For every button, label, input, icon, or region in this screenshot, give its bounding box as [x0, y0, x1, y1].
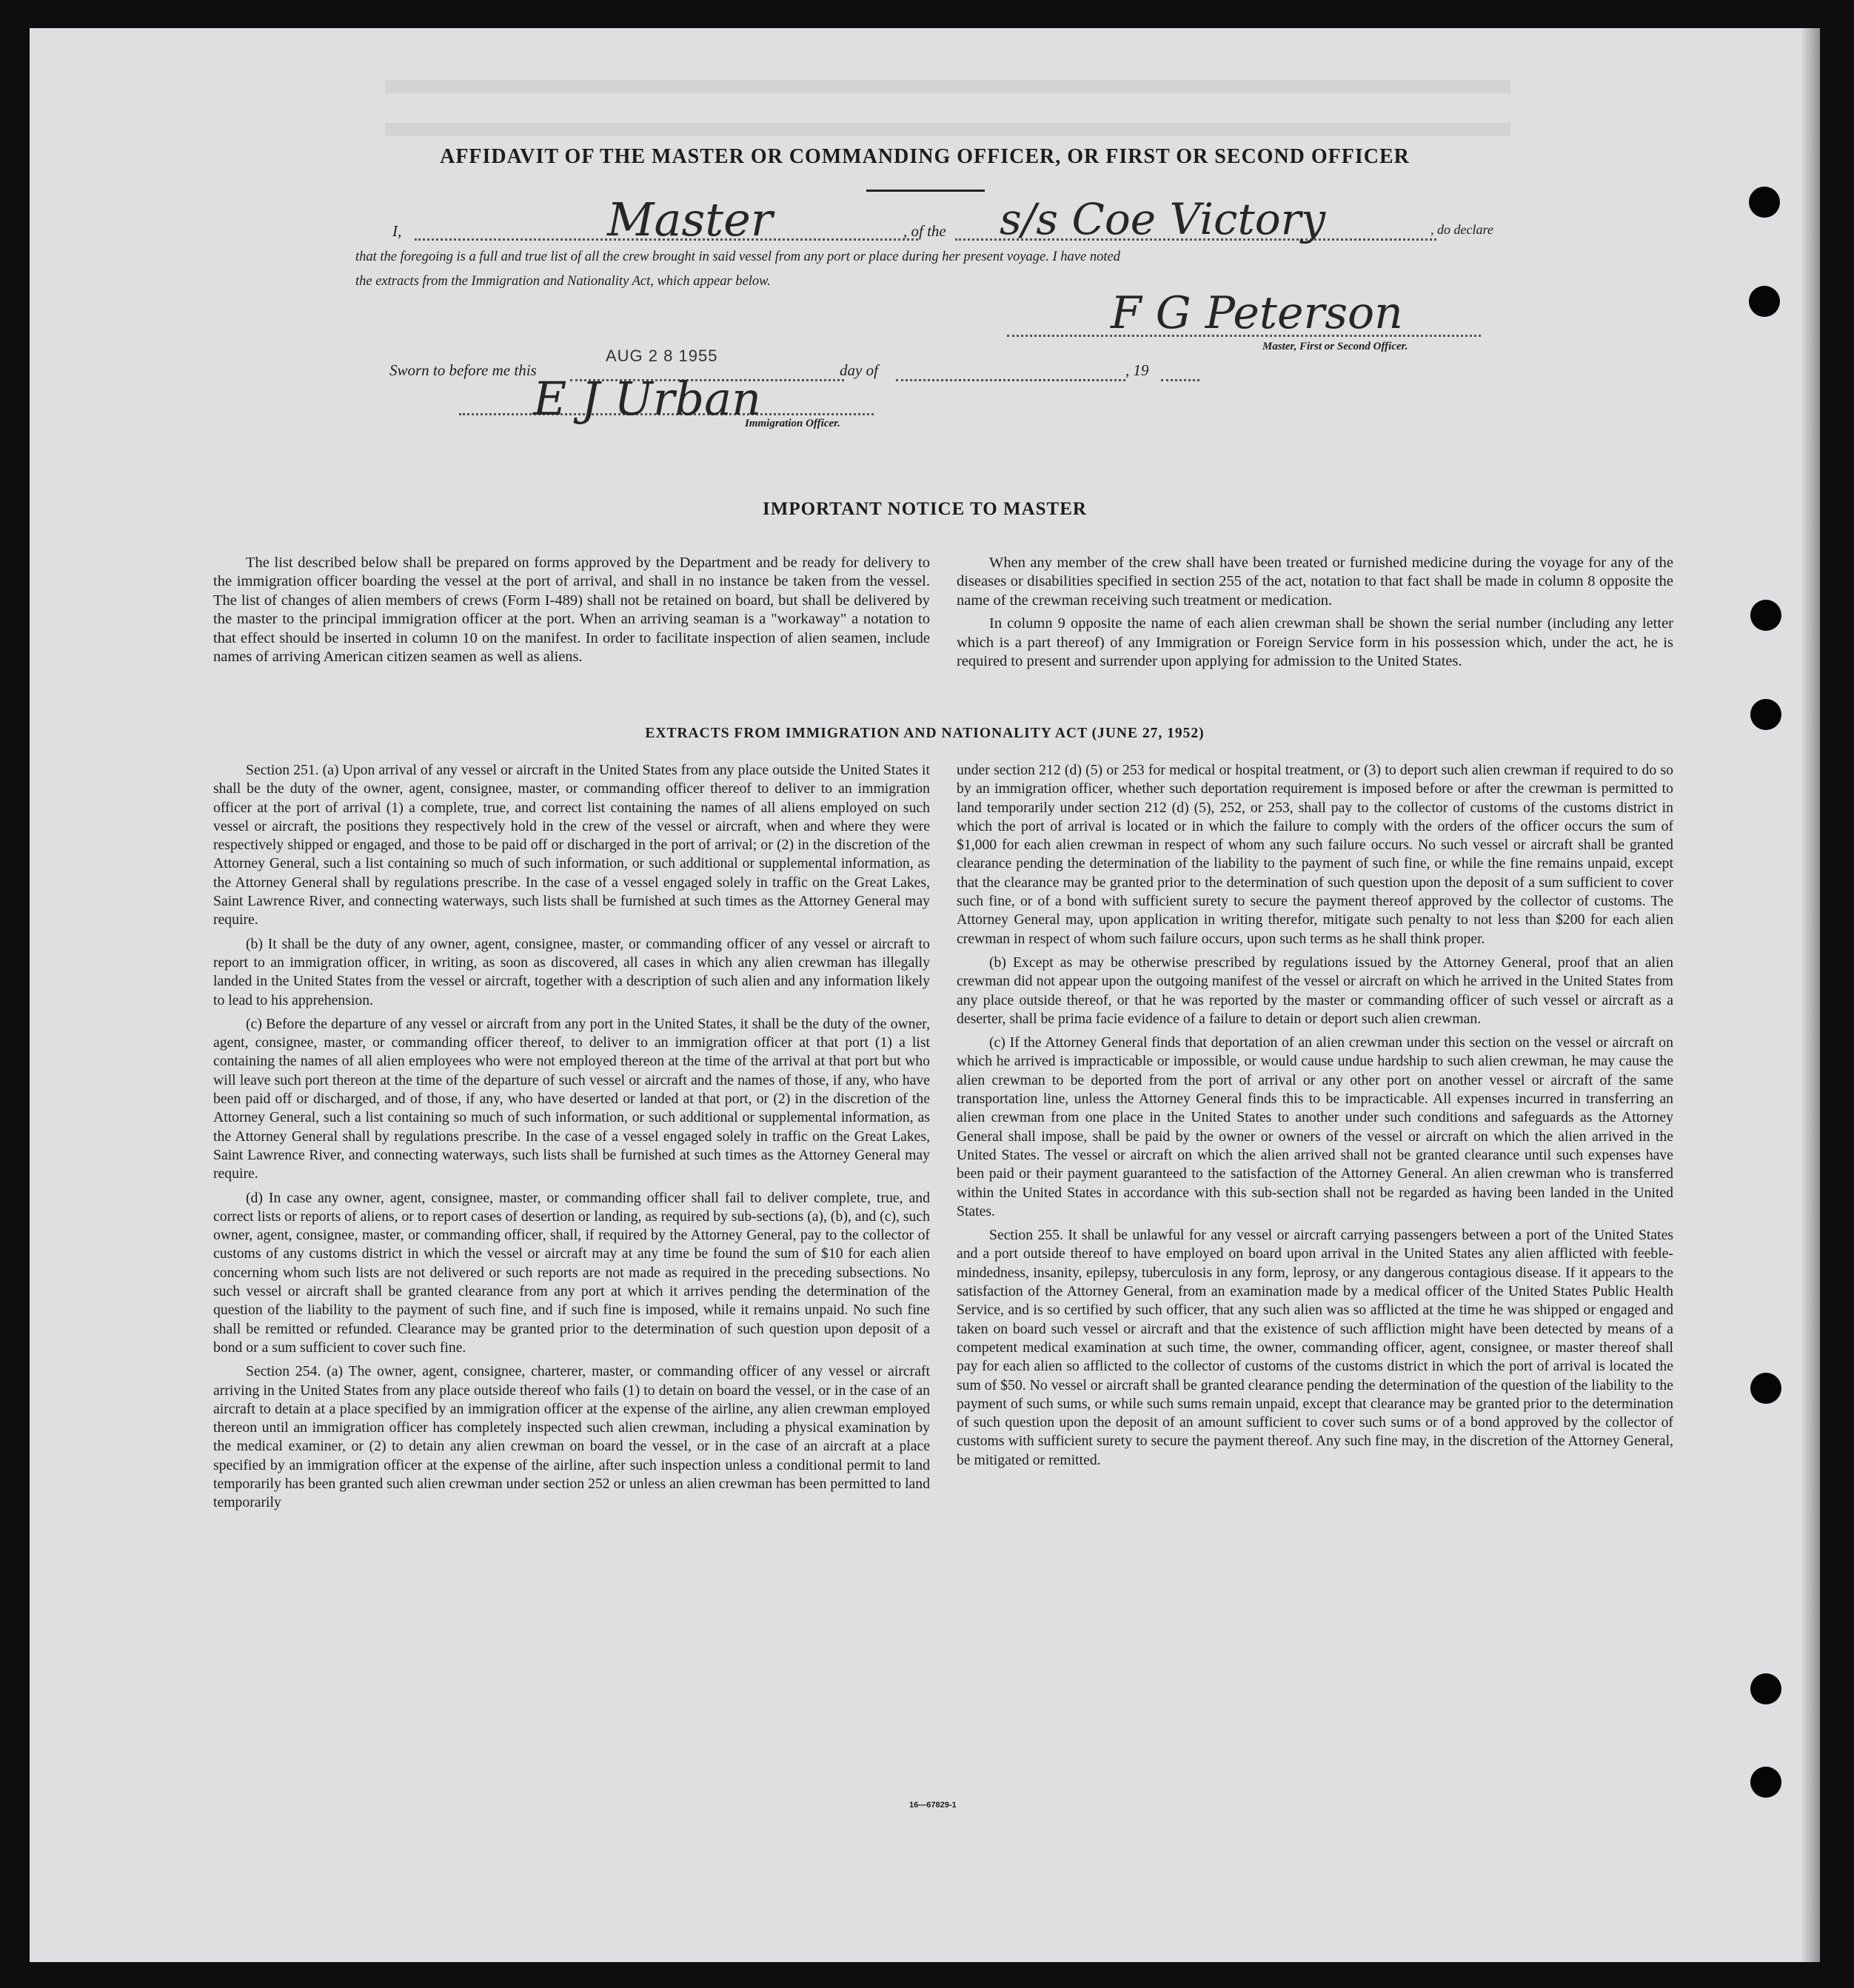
page-edge-shadow	[1801, 28, 1820, 1962]
punch-hole	[1750, 600, 1781, 631]
extract-paragraph: Section 254. (a) The owner, agent, consignee, charterer, master, or commanding officer of any vessel or aircraft arriving in the United States from any place outside thereof who fails (1) to detain on board the vessel, or in the case of an aircraft to detain at a place specified by an immigration officer at the expense of the airline, any alien crewman employed thereon until an immigration officer has completely inspected such alien crewman, including a physical examination by the medical examiner, or (2) to detain any alien crewman on board the vessel, or in the case of an aircraft at a place specified by an immigration officer at the expense of the airline, after such inspection unless a conditional permit to land temporarily has been granted such alien crewman under section 252 or unless an alien crewman has been permitted to land temporarily	[213, 1363, 930, 1511]
punch-hole	[1749, 187, 1780, 218]
notice-right-column	[957, 554, 1673, 675]
extract-paragraph: Section 251. (a) Upon arrival of any vessel or aircraft in the United States from any place outside the United States it shall be the duty of the owner, agent, consignee, master, or commanding officer thereof to deliver to an immigration officer at the port of arrival (1) a complete, true, and correct list containing the names of all aliens employed on such vessel or aircraft, the positions they respectively hold in the crew of the vessel or aircraft, when and where they were respectively shipped or engaged, and those to be paid off or discharged in the port of arrival; or (2) in the discretion of the Attorney General, such a list containing so much of such information, or such additional or supplemental information, as the Attorney General shall by regulations prescribe. In the case of a vessel engaged solely in traffic on the Great Lakes, Saint Lawrence River, and connecting waterways, such lists shall be furnished at such times as the Attorney General may require.	[213, 762, 930, 928]
day-of-label: day of	[840, 361, 878, 379]
year-line	[1161, 379, 1199, 381]
declare-label: , do declare	[1430, 222, 1493, 237]
extracts-right-column	[957, 761, 1673, 1475]
title-rule	[866, 190, 985, 192]
notice-right-paragraph-1: When any member of the crew shall have been treated or furnished medicine during the voyage for any of the diseases or disabilities specified in section 255 of the act, notation to that fact shall be made in column 8 opposite the name of the crewman receiving such treatment or medication.	[957, 555, 1673, 609]
vessel-handwriting: s/s Coe Victory	[1000, 194, 1326, 244]
extract-paragraph: (b) Except as may be otherwise prescribed by regulations issued by the Attorney General, proof that an alien crewman did not appear upon the outgoing manifest of the vessel or aircraft on which he arrived in the United States from any place outside thereof, or that he was reported by the master or commanding officer of such vessel or aircraft as a deserter, shall be prima facie evidence of a failure to detain or deport such alien crewman.	[957, 954, 1673, 1027]
notice-title: IMPORTANT NOTICE TO MASTER	[763, 499, 1087, 519]
affidavit-body-line-2: the extracts from the Immigration and Nationality Act, which appear below.	[355, 274, 771, 289]
document-page	[30, 28, 1820, 1962]
extract-paragraph: (c) If the Attorney General finds that deportation of an alien crewman under this section on the vessel or aircraft on which he arrived is impracticable or impossible, or would cause undue hardship to such alien crewman, he may cause the alien crewman to be deported from the port of arrival or any other port on another vessel or aircraft of the same transportation line, unless the Attorney General finds this to be impracticable. All expenses incurred in transferring an alien crewman from one place in the United States to another under such conditions and safeguards as the Attorney General shall impose, shall be paid by the owner or owners of the vessel or aircraft on which the alien arrived in the United States. The vessel or aircraft on which the alien arrived shall not be granted clearance until such expenses have been paid or their payment guaranteed to the satisfaction of the Attorney General. An alien crewman who is transferred within the United States in accordance with this sub-section shall not be regarded as having been landed in the United States.	[957, 1034, 1673, 1219]
year-label: , 19	[1125, 361, 1149, 379]
notice-left-paragraph: The list described below shall be prepared on forms approved by the Department and be ready for delivery to the immigration officer boarding the vessel at the port of arrival, and shall in no instance be taken from the vessel. The list of changes of alien members of crews (Form I-489) shall not be retained on board, but shall be delivered by the master to the principal immigration officer at the port. When an arriving seaman is a "workaway" a notation to that effect should be inserted in column 10 on the manifest. In order to facilitate inspection of alien seamen, include names of arriving American citizen seamen as well as aliens.	[213, 555, 930, 666]
declarant-handwriting: Master	[607, 193, 773, 247]
extract-paragraph: Section 255. It shall be unlawful for any vessel or aircraft carrying passengers between a port of the United States and a port outside thereof to have employed on board upon arrival in the United States any alien afflicted with feeble-mindedness, insanity, epilepsy, tuberculosis in any form, leprosy, or any dangerous contagious disease. If it appears to the satisfaction of the Attorney General, from an examination made by a medical officer of the United States Public Health Service, and is so certified by such officer, that any such alien was so afflicted at the time he was shipped or engaged and taken on board such vessel or aircraft and that the existence of such affliction might have been detected by means of a competent medical examination at such time, the owner, commanding officer, agent, consignee, or master thereof shall pay for each alien so afflicted to the collector of customs of the customs district in which the port of arrival is located the sum of $50. No vessel or aircraft shall be granted clearance pending the determination of the question of the liability to the payment of such sums, or while such sums remain unpaid, except that clearance may be granted prior to the determination of such question upon the deposit of an amount sufficient to cover such sums or of a bond approved by the collector of customs with sufficient surety to secure the payment thereof. Any such fine may, in the discretion of the Attorney General, be mitigated or remitted.	[957, 1227, 1673, 1468]
extracts-left-column	[213, 761, 930, 1518]
extract-paragraph: (b) It shall be the duty of any owner, agent, consignee, master, or commanding officer of any vessel or aircraft to report to an immigration officer, in writing, as soon as discovered, all cases in which any alien crewman has illegally landed in the United States from the vessel or aircraft, together with a description of such alien and any information likely to lead to his apprehension.	[213, 935, 930, 1008]
extract-paragraph: (d) In case any owner, agent, consignee, master, or commanding officer shall fail to deliver complete, true, and correct lists or reports of aliens, or to report cases of desertion or landing, as required by sub-sections (a), (b), and (c), such owner, agent, consignee, master, or commanding officer, shall, if required by the Attorney General, pay to the collector of customs of any customs district in which the vessel or aircraft may at any time be found the sum of $10 for each alien concerning whom such lists are not delivered or such reports are not made as required in the preceding subsections. No such vessel or aircraft shall be granted clearance from any port at which it arrives pending the determination of the question of the liability to the payment of such fine, and if such fine is imposed, while it remains unpaid. No such fine shall be remitted or refunded. Clearance may be granted prior to the determination of such question upon deposit of a bond or a sum sufficient to cover such fine.	[213, 1189, 930, 1356]
affidavit-body-line-1: that the foregoing is a full and true list of all the crew brought in said vessel from any port or place during her present voyage. I have noted	[355, 250, 1120, 264]
extracts-title: EXTRACTS FROM IMMIGRATION AND NATIONALITY ACT (JUNE 27, 1952)	[645, 726, 1205, 741]
punch-hole	[1750, 1373, 1781, 1404]
vessel-label: , of the	[903, 222, 946, 240]
day-of-line	[896, 379, 1125, 381]
master-signature: F G Peterson	[1111, 287, 1403, 339]
punch-hole	[1750, 1673, 1781, 1704]
date-stamp: AUG 2 8 1955	[606, 347, 718, 365]
officer-signature: E J Urban	[533, 372, 762, 426]
sworn-label: Sworn to before me this	[389, 361, 537, 379]
punch-hole	[1749, 286, 1780, 317]
affidavit-title: AFFIDAVIT OF THE MASTER OR COMMANDING OFFICER, OR FIRST OR SECOND OFFICER	[440, 145, 1410, 168]
extract-paragraph: under section 212 (d) (5) or 253 for medical or hospital treatment, or (3) to deport such alien crewman if required to do so by an immigration officer, whether such deportation requirement is imposed before or after the crewman is permitted to land temporarily under section 212 (d) (5), 252, or 253, shall pay to the collector of customs of the customs district in which the port of arrival is located or in which the failure to comply with the orders of the officer occurs the sum of $1,000 for each alien crewman in respect of whom any such failure occurs. No such vessel or aircraft shall be granted clearance pending the determination of the liability to the payment of such fine, or while the fine remains unpaid, except that the clearance may be granted prior to the determination of such question upon the deposit of a sum sufficient to cover such fine, or of a bond with sufficient surety to secure the payment thereof approved by the collector of customs. The Attorney General may, upon application in writing therefor, mitigate such penalty to not less than $200 for each alien crewman in respect of whom such failure occurs, upon such terms as he shall think proper.	[957, 762, 1673, 947]
notice-left-column	[213, 554, 930, 671]
bleed-through-line	[385, 123, 1510, 136]
signature-caption: Master, First or Second Officer.	[1262, 341, 1408, 352]
bleed-through-line	[385, 80, 1510, 93]
notice-right-paragraph-2: In column 9 opposite the name of each alien crewman shall be shown the serial number (including any letter which is a part thereof) of any Immigration or Foreign Service form in his possession which, under the act, he is required to present and surrender upon applying for admission to the United States.	[957, 615, 1673, 670]
declarant-label: I,	[392, 222, 402, 240]
officer-caption: Immigration Officer.	[745, 418, 840, 429]
punch-hole	[1750, 1767, 1781, 1798]
extract-paragraph: (c) Before the departure of any vessel or aircraft from any port in the United States, it shall be the duty of the owner, agent, consignee, master, or commanding officer thereof, to deliver to an immigration officer at that port (1) a list containing the names of all alien employees who were not employed thereon at the time of the arrival at that port but who will leave such port thereon at the time of the departure of such vessel or aircraft and the names of those, if any, who have been paid off or discharged, and of those, if any, who have deserted or landed at that port, or (2) in the discretion of the Attorney General, such a list containing so much of such information, or such additional or supplemental information, as the Attorney General shall by regulations prescribe. In the case of a vessel engaged solely in traffic on the Great Lakes, Saint Lawrence River, and connecting waterways, such lists shall be furnished at such times as the Attorney General may require.	[213, 1015, 930, 1182]
form-number: 16—67829-1	[909, 1801, 957, 1810]
